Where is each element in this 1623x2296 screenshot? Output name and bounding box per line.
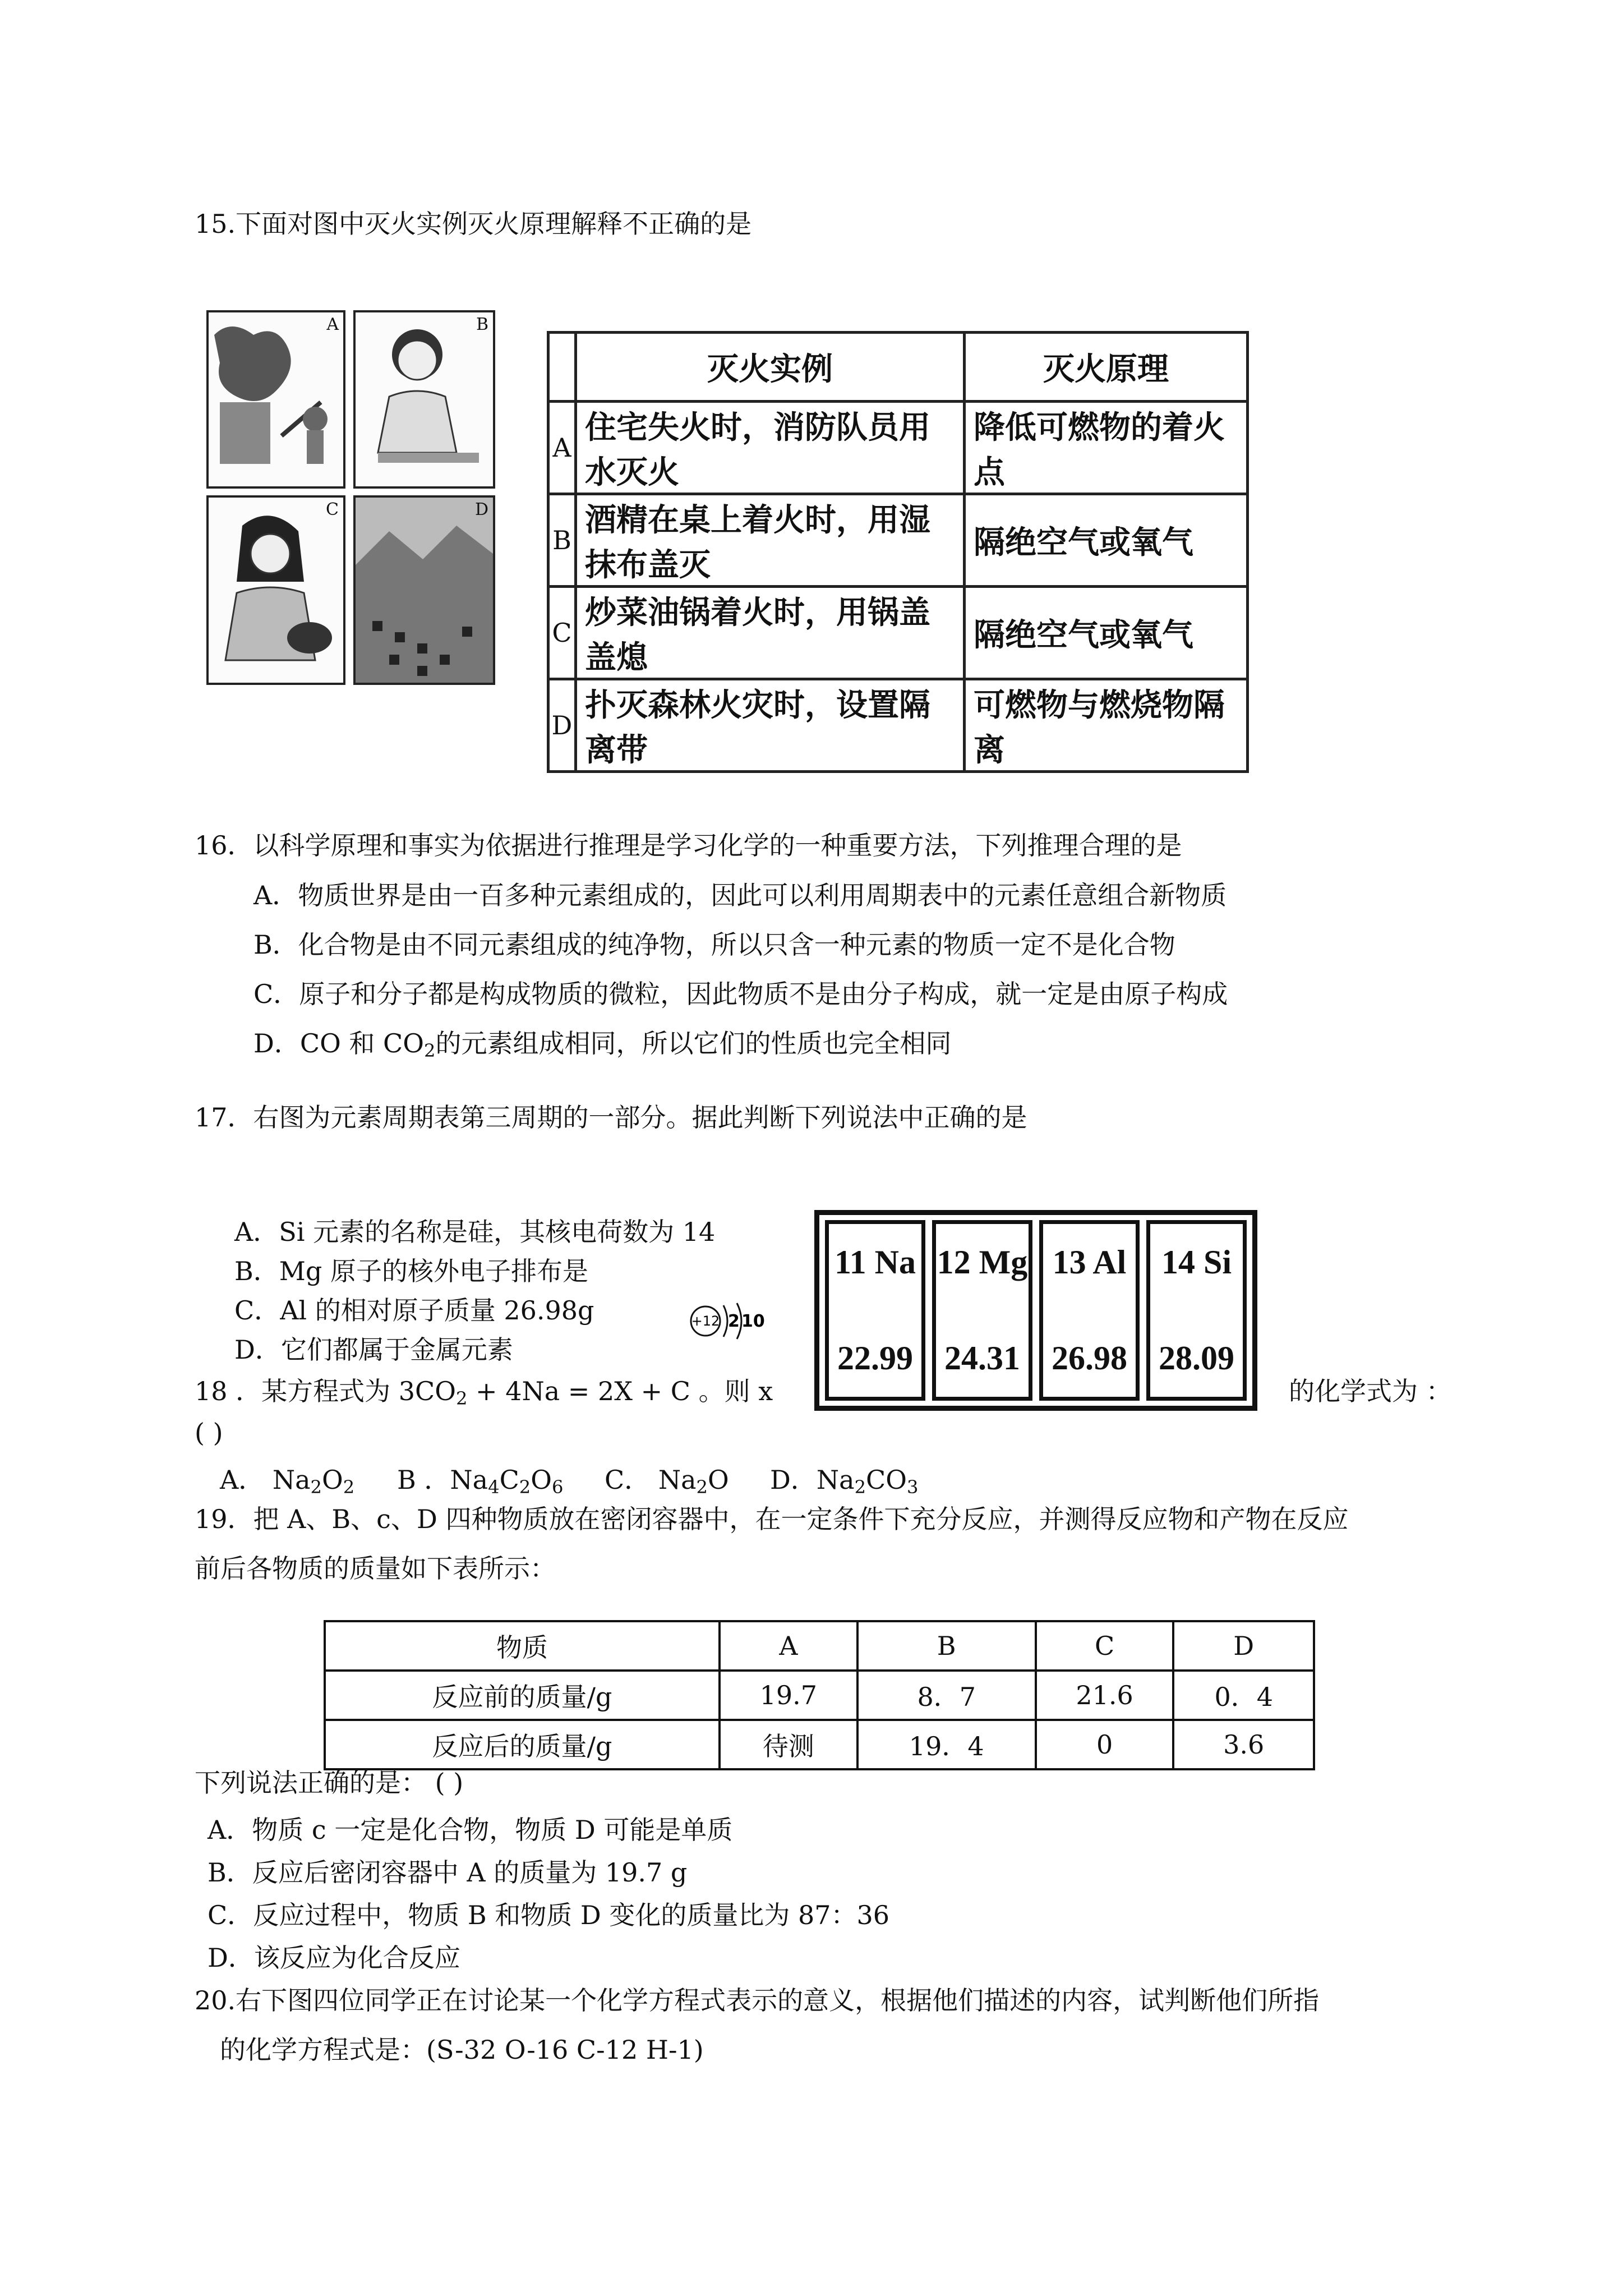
option-a: A．物质世界是由一百多种元素组成的，因此可以利用周期表中的元素任意组合新物质 xyxy=(253,880,1227,910)
question-18-tail: 的化学式为 ： xyxy=(1289,1376,1452,1406)
table-row: 反应后的质量/g 待测 19．4 0 3.6 xyxy=(325,1720,1314,1769)
question-19-line1: 19．把 A、B、c、D 四种物质放在密闭容器中，在一定条件下充分反应，并测得反应物和产物在反应 xyxy=(195,1504,1349,1534)
periodic-table-fragment xyxy=(814,1210,1257,1411)
woman-with-pot-image xyxy=(209,498,343,683)
element-cell: 14 Si 28.09 xyxy=(1146,1220,1247,1401)
element-cell: 12 Mg 24.31 xyxy=(932,1220,1032,1401)
question-20-line1: 20.右下图四位同学正在讨论某一个化学方程式表示的意义，根据他们描述的内容，试判断他们所指 xyxy=(195,1985,1320,2016)
illustration-c: C xyxy=(206,495,345,685)
illustration-d: D xyxy=(353,495,495,685)
illustration-b: B xyxy=(353,310,495,489)
element-cell: 13 Al 26.98 xyxy=(1039,1220,1140,1401)
fire-illustrations xyxy=(206,310,504,686)
table-row: B 酒精在桌上着火时，用湿抹布盖灭 隔绝空气或氧气 xyxy=(548,494,1248,587)
option-a: A．物质 c 一定是化合物，物质 D 可能是单质 xyxy=(208,1815,733,1845)
option-d: D．$Na_2CO_3$ xyxy=(770,1465,919,1498)
forest-fire-image xyxy=(356,498,493,683)
table-row: A 住宅失火时，消防队员用水灭火 降低可燃物的着火点 xyxy=(548,402,1248,494)
question-18: 18 ．某方程式为 $3CO_2 + 4Na = 2X + C$ 。则 x xyxy=(195,1376,773,1410)
question-16: 16．以科学原理和事实为依据进行推理是学习化学的一种重要方法，下列推理合理的是 xyxy=(195,830,1182,861)
firefighter-image xyxy=(209,312,343,486)
question-20-line2: 的化学方程式是：(S-32 O-16 C-12 H-1) xyxy=(220,2035,704,2065)
question-19-line2: 前后各物质的质量如下表所示： xyxy=(195,1553,556,1584)
option-c: C． $Na_2O$ xyxy=(605,1465,729,1498)
option-c: C．原子和分子都是构成物质的微粒，因此物质不是由分子构成，就一定是由原子构成 xyxy=(253,979,1228,1009)
option-b: B．反应后密闭容器中 A 的质量为 19.7 g xyxy=(208,1857,688,1888)
table-header-row: 物质 A B C D xyxy=(325,1621,1314,1671)
boy-with-cloth-image xyxy=(356,312,493,486)
question-15: 15.下面对图中灭火实例灭火原理解释不正确的是 xyxy=(195,209,752,239)
option-d: D．它们都属于金属元素 xyxy=(234,1335,513,1365)
element-cell: 11 Na 22.99 xyxy=(825,1220,925,1401)
svg-text:2: 2 xyxy=(728,1312,740,1331)
table-row: C 炒菜油锅着火时，用锅盖盖熄 隔绝空气或氧气 xyxy=(548,587,1248,679)
table-row: 反应前的质量/g 19.7 8．7 21.6 0．4 xyxy=(325,1671,1314,1720)
fire-principle-table xyxy=(547,331,1249,773)
option-a: A． $Na_2O_2$ xyxy=(220,1465,355,1498)
table-row: D 扑灭森林火灾时，设置隔离带 可燃物与燃烧物隔离 xyxy=(548,679,1248,772)
header-principle: 灭火原理 xyxy=(965,333,1248,402)
option-d: D．CO 和 $CO_2$的元素组成相同，所以它们的性质也完全相同 xyxy=(253,1028,952,1062)
option-b: B．化合物是由不同元素组成的纯净物，所以只含一种元素的物质一定不是化合物 xyxy=(253,930,1175,960)
illustration-a: A xyxy=(206,310,345,489)
question-19-prompt: 下列说法正确的是： ( ) xyxy=(195,1768,464,1798)
option-b: B．Mg 原子的核外电子排布是 xyxy=(234,1256,588,1286)
svg-text:10: 10 xyxy=(741,1312,765,1331)
table-header-row xyxy=(548,333,1248,402)
option-c: C．Al 的相对原子质量 26.98g xyxy=(234,1295,594,1326)
option-a: A．Si 元素的名称是硅，其核电荷数为 14 xyxy=(234,1217,716,1247)
option-c: C．反应过程中，物质 B 和物质 D 变化的质量比为 87：36 xyxy=(208,1900,890,1930)
mass-table xyxy=(324,1620,1315,1770)
header-example: 灭火实例 xyxy=(576,333,965,402)
answer-paren: ( ) xyxy=(195,1418,223,1448)
mg-atom-structure-icon xyxy=(689,1297,765,1342)
question-17: 17．右图为元素周期表第三周期的一部分。据此判断下列说法中正确的是 xyxy=(195,1102,1027,1133)
option-d: D．该反应为化合反应 xyxy=(208,1943,460,1973)
option-b: B ．$Na_4C_2O_6$ xyxy=(397,1465,564,1498)
svg-text:+12: +12 xyxy=(691,1313,720,1329)
